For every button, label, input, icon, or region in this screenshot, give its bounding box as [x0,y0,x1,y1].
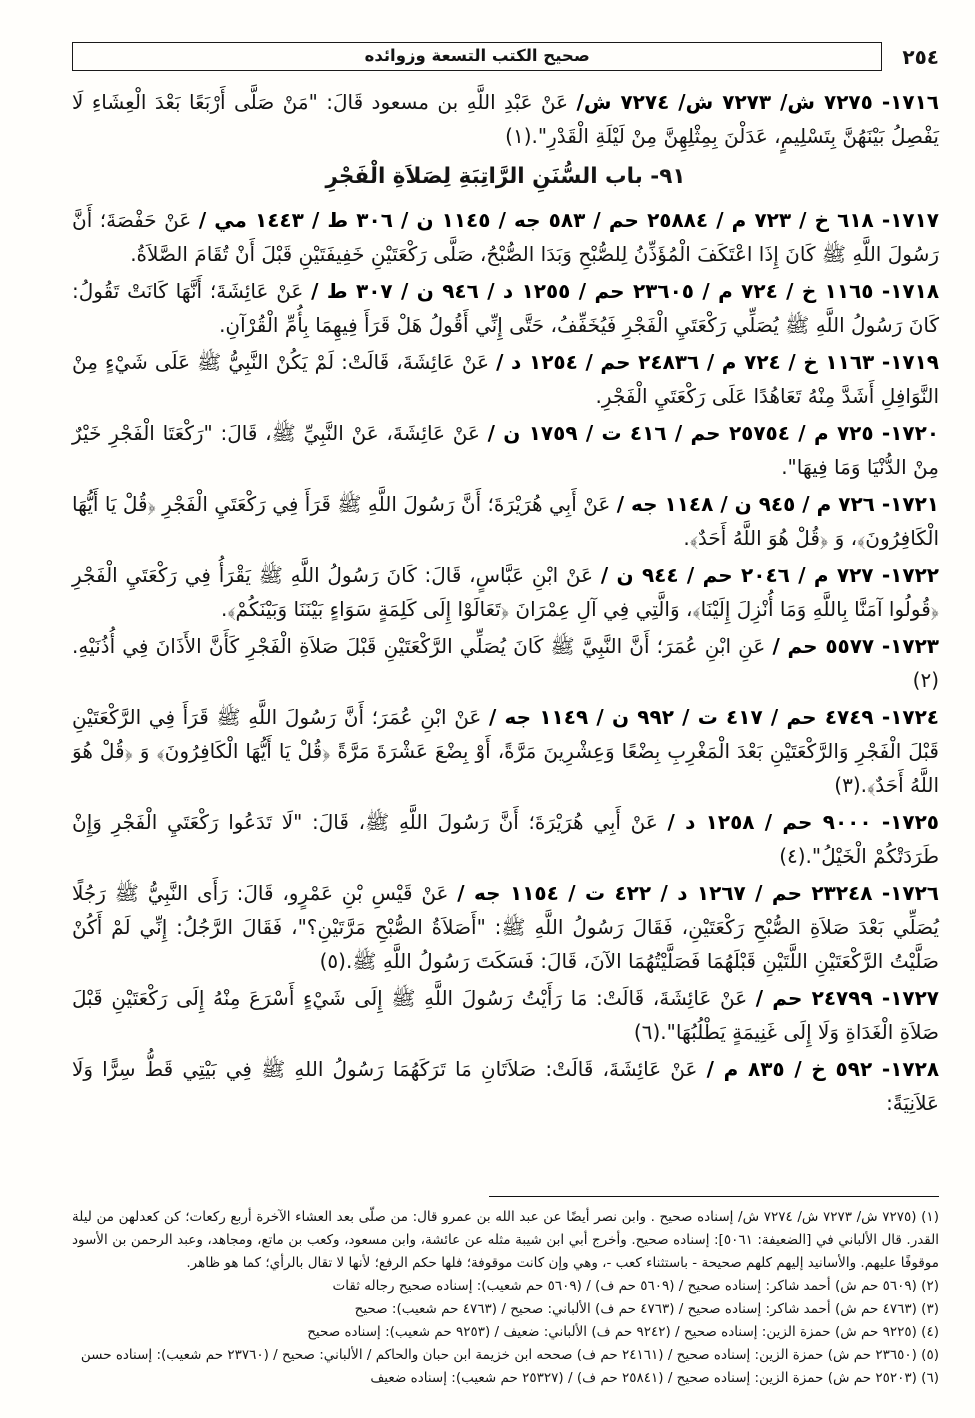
book-title: صحيح الكتب التسعة وزوائده [364,46,590,65]
hadith-1716 [72,85,939,153]
hadith-1723 [72,629,939,697]
hadith-1723-text: عَنِ ابْنِ عُمَرَ؛ أَنَّ النَّبِيَّ ﷺ كَانَ يُصَلِّي الرَّكْعَتَيْنِ قَبْلَ صَلاَةِ الْفَجْرِ كَأَنَّ الأَذَانَ فِي أُذُنَيْهِ.(٢) [72,634,939,692]
footnote-divider [489,1196,939,1197]
hadith-1725-ref: ١٧٢٥- ٩٠٠٠ حم / ١٢٥٨ د / [667,810,939,834]
hadith-1722-text: عَنْ ابْنِ عَبَّاسٍ، قَالَ: كَانَ رَسُولُ اللَّهِ ﷺ يَقْرَأُ فِي رَكْعَتَيِ الْفَجْرِ ﴿قُولُوا آمَنَّا بِاللَّهِ وَمَا أُنْزِلَ إِلَيْنَا﴾، وَالَّتِي فِي آلِ عِمْرَانَ ﴿تَعَالَوْا إِلَى كَلِمَةٍ سَوَاءٍ بَيْنَنَا وَبَيْنَكُمْ﴾. [72,563,939,621]
footnotes-section [72,1196,939,1390]
page-body [72,85,939,1182]
hadith-1724 [72,700,939,802]
hadith-1719-ref: ١٧١٩- ١١٦٣ خ / ٧٢٤ م / ٢٤٨٣٦ حم / ١٢٥٤ د / [496,350,940,374]
hadith-1725 [72,805,939,873]
footnote-6: (٦) (٢٥٢٠٣ حم ش) حمزة الزين: إسناده صحيح / (٢٥٨٤١ حم ف) / (٢٥٣٢٧ حم شعيب): إسناده ضعيف [370,1370,939,1386]
hadith-1717 [72,203,939,271]
page-number: ٢٥٤ [902,44,939,69]
hadith-1717-text: عَنْ حَفْصَةَ؛ أَنَّ رَسُولَ اللَّهِ ﷺ كَانَ إِذَا اعْتَكَفَ الْمُؤَذِّنُ لِلصُّبْحِ وَبَدَا الصُّبْحُ، صَلَّى رَكْعَتَيْنِ خَفِيفَتَيْنِ قَبْلَ أَنْ تُقَامَ الصَّلاَةُ. [72,208,939,266]
book-title-box [72,42,882,71]
hadith-1720 [72,416,939,484]
hadith-1727-ref: ١٧٢٧- ٢٤٧٩٩ حم / [755,986,940,1010]
hadith-1726-ref: ١٧٢٦- ٢٣٢٤٨ حم / ١٢٦٧ د / ٤٢٢ ت / ١١٥٤ جه / [457,881,939,905]
hadith-1728-text: عَنْ عَائِشَةَ، قَالَتْ: صَلاَتَانِ مَا تَرَكَهُمَا رَسُولُ اللهِ ﷺ فِي بَيْتِي قَطُّ سِرًّا وَلَا عَلاَنِيَةً: [72,1057,939,1115]
hadith-1726-text: عَنْ قَيْسِ بْنِ عَمْرٍو، قَالَ: رَأَى النَّبِيُّ ﷺ رَجُلًا يُصَلِّي بَعْدَ صَلاَةِ الصُّبْحِ رَكْعَتَيْنِ، فَقَالَ رَسُولُ اللَّهِ ﷺ: "أَصَلاَةُ الصُّبْحِ مَرَّتَيْنِ؟"، فَقَالَ الرَّجُلُ: إِنِّي لَمْ أَكُنْ صَلَّيْتُ الرَّكْعَتَيْنِ اللَّتَيْنِ قَبْلَهُمَا فَصَلَّيْتُهُمَا الآنَ، قَالَ: فَسَكَتَ رَسُولُ اللَّهِ ﷺ.(٥) [72,881,939,973]
hadith-1723-ref: ١٧٢٣- ٥٥٧٧ حم / [772,634,939,658]
footnote-4: (٤) (٩٢٢٥ حم ش) حمزة الزين: إسناده صحيح / (٩٢٤٢ حم ف) الألباني: ضعيف / (٩٢٥٣ حم شعيب): إسناده صحيح [307,1324,939,1340]
hadith-1720-ref: ١٧٢٠- ٧٢٥ م / ٢٥٧٥٤ حم / ٤١٦ ت / ١٧٥٩ ن / [487,421,940,445]
hadith-1725-text: عَنْ أَبِي هُرَيْرَةَ؛ أَنَّ رَسُولَ اللَّهِ ﷺ، قَالَ: "لَا تَدَعُوا رَكْعَتَيِ الْفَجْرِ وَإِنْ طَرَدَتْكُمْ الْخَيْلُ".(٤) [72,810,939,868]
hadith-1724-ref: ١٧٢٤- ٤٧٤٩ حم / ٤١٧ ت / ٩٩٢ ن / ١١٤٩ جه / [489,705,940,729]
hadith-1717-ref: ١٧١٧- ٦١٨ خ / ٧٢٣ م / ٢٥٨٨٤ حم / ٥٨٣ جه / ١١٤٥ ن / ٣٠٦ ط / ١٤٤٣ مي / [198,208,940,232]
hadith-1719 [72,345,939,413]
hadith-1716-ref: ١٧١٦- ٧٢٧٥ ش/ ٧٢٧٣ ش/ ٧٢٧٤ ش/ [576,90,939,114]
hadith-1719-text: عَنْ عَائِشَةَ، قَالَتْ: لَمْ يَكُنْ النَّبِيُّ ﷺ عَلَى شَيْءٍ مِنْ النَّوَافِلِ أَشَدَّ مِنْهُ تَعَاهُدًا عَلَى رَكْعَتَيِ الْفَجْرِ. [72,350,939,408]
hadith-1721-ref: ١٧٢١- ٧٢٦ م / ٩٤٥ ن / ١١٤٨ جه / [616,492,939,516]
hadith-1728-ref: ١٧٢٨- ٥٩٢ خ / ٨٣٥ م / [706,1057,940,1081]
hadith-1716-text: عَنْ عَبْدِ اللَّهِ بن مسعود قَالَ: "مَنْ صَلَّى أَرْبَعًا بَعْدَ الْعِشَاءِ لَا يَفْصِلُ بَيْنَهُنَّ بِتَسْلِيمٍ، عَدَلْنَ بِمِثْلِهِنَّ مِنْ لَيْلَةِ الْقَدْرِ".(١) [72,90,939,148]
footnote-3: (٣) (٤٧٦٣ حم ش) أحمد شاكر: إسناده صحيح / (٤٧٦٣ حم ف) الألباني: صحيح / (٤٧٦٣ حم شعيب): صحيح [354,1301,939,1317]
footnote-2: (٢) (٥٦٠٩ حم ش) أحمد شاكر: إسناده صحيح / (٥٦٠٩ حم ف) / (٥٦٠٩ حم شعيب): إسناده صحيح رجاله ثقات [332,1278,939,1294]
footnote-1: (١) (٧٢٧٥ ش/ ٧٢٧٣ ش/ ٧٢٧٤ ش/ إسناده صحيح . وابن نصر أيضًا عن عبد الله بن عمرو قال: من صلّى بعد العشاء الآخرة أربع ركعات؛ كن كعدلهن من ليلة القدر. قال الألباني في [الضعيفة: ٥٠٦١]: إسناده صحيح. وأخرج أبي ابن شيبة مثله عن عائشة، وابن مسعود، وكعب بن ماتع، ومجاهد، وعبد الرحمن بن الأسود موقوفًا عليهم. والأسانيد إليهم كلهم صحيحة - باستثناء كعب -، وهي وإن كانت موقوفة؛ فلها حكم الرفع؛ لأنها لا تقال بالرأي؛ كما هو ظاهر. [72,1209,939,1271]
footnote-5: (٥) (٢٣٦٥٠ حم ش) حمزة الزين: إسناده صحيح / (٢٤١٦١ حم ف) صححه ابن خزيمة ابن حبان والحاكم / الألباني: صحيح / (٢٣٧٦٠ حم شعيب): إسناده حسن [80,1347,939,1363]
hadith-1718-text: عَنْ عَائِشَةَ؛ أَنَّهَا كَانَتْ تَقُولُ: كَانَ رَسُولُ اللَّهِ ﷺ يُصَلِّي رَكْعَتَيِ الْفَجْرِ فَيُخَفِّفُ، حَتَّى إِنِّي أَقُولُ هَلْ قَرَأَ فِيهِمَا بِأُمِّ الْقُرْآنِ. [72,279,939,337]
hadith-1722 [72,558,939,626]
hadith-1718 [72,274,939,342]
hadith-1724-text: عَنْ ابْنِ عُمَرَ؛ أَنَّ رَسُولَ اللَّهِ ﷺ قَرَأَ فِي الرَّكْعَتَيْنِ قَبْلَ الْفَجْرِ وَالرَّكْعَتَيْنِ بَعْدَ الْمَغْرِبِ بِضْعًا وَعِشْرِينَ مَرَّةً، أَوْ بِضْعَ عَشْرَةَ مَرَّةً ﴿قُلْ يَا أَيُّهَا الْكَافِرُونَ﴾ وَ ﴿قُلْ هُوَ اللَّهُ أَحَدٌ﴾.(٣) [72,705,939,797]
page-header [72,42,939,71]
hadith-1718-ref: ١٧١٨- ١١٦٥ خ / ٧٢٤ م / ٢٣٦٠٥ حم / ١٢٥٥ د / ٩٤٦ ن / ٣٠٧ ط / [311,279,940,303]
hadith-1720-text: عَنْ عَائِشَةَ، عَنْ النَّبِيِّ ﷺ، قَالَ: "رَكْعَتَا الْفَجْرِ خَيْرٌ مِنْ الدُّنْيَا وَمَا فِيهَا". [72,421,939,479]
hadith-1721-text: عَنْ أَبِي هُرَيْرَةَ؛ أَنَّ رَسُولَ اللَّهِ ﷺ قَرَأَ فِي رَكْعَتَيِ الْفَجْرِ ﴿قُلْ يَا أَيُّهَا الْكَافِرُونَ﴾، وَ ﴿قُلْ هُوَ اللَّهُ أَحَدٌ﴾. [72,492,939,550]
hadith-1726 [72,876,939,978]
hadith-1728 [72,1052,939,1120]
hadith-1722-ref: ١٧٢٢- ٧٢٧ م / ٢٠٤٦ حم / ٩٤٤ ن / [600,563,939,587]
hadith-1721 [72,487,939,555]
hadith-1727-text: عَنْ عَائِشَةَ، قَالَتْ: مَا رَأَيْتُ رَسُولَ اللَّهِ ﷺ إِلَى شَيْءٍ أَسْرَعَ مِنْهُ إِلَى رَكْعَتَيْنِ قَبْلَ صَلاَةِ الْغَدَاةِ وَلَا إِلَى غَنِيمَةٍ يَطْلُبُهَا".(٦) [72,986,939,1044]
hadith-1727 [72,981,939,1049]
chapter-heading: ٩١- باب السُّنَنِ الرَّاتِبَةِ لِصَلاَةِ الْفَجْرِ [325,164,686,189]
